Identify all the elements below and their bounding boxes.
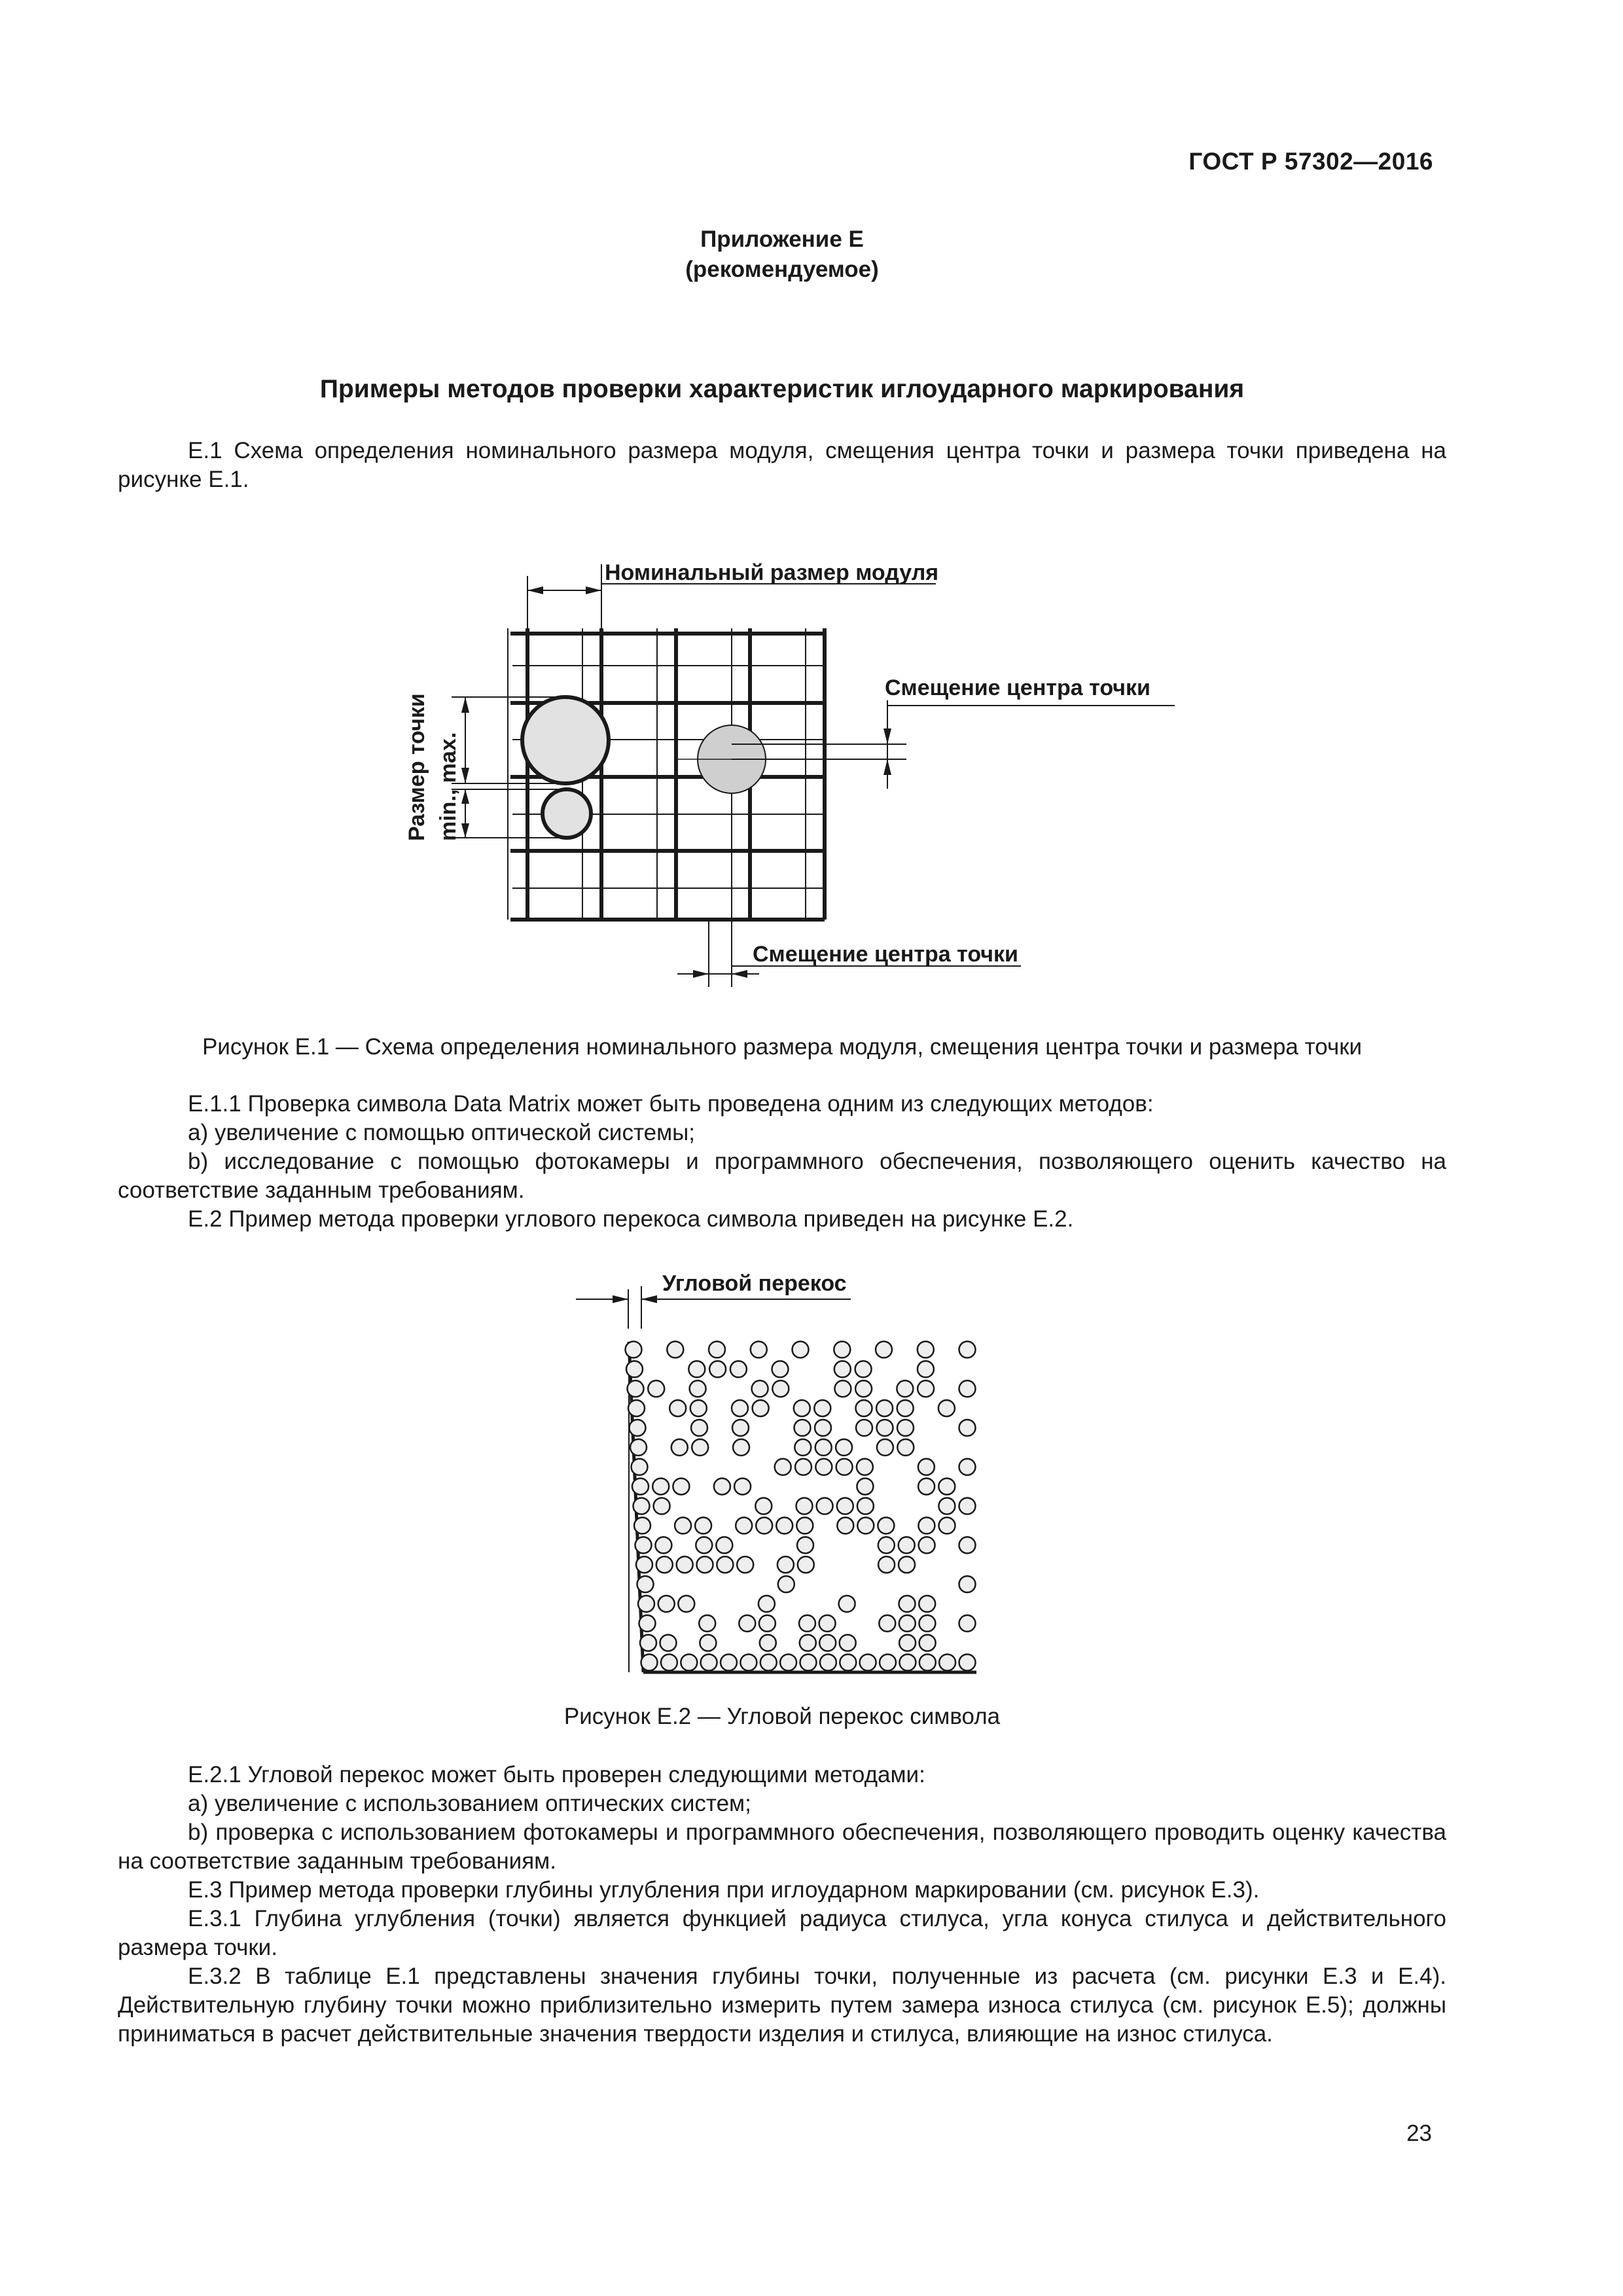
matrix-dot: [634, 1517, 651, 1534]
matrix-dot: [794, 1420, 811, 1436]
matrix-dot: [633, 1498, 650, 1515]
matrix-dot: [772, 1361, 789, 1377]
matrix-dot: [775, 1459, 791, 1475]
paragraph-e21: Е.2.1 Угловой перекос может быть проверен следующими методами:: [188, 1762, 925, 1787]
matrix-dot: [899, 1596, 916, 1612]
matrix-dot: [840, 1635, 856, 1651]
matrix-dot: [899, 1655, 916, 1671]
matrix-dot: [776, 1517, 793, 1534]
paragraph-e11b: b) исследование с помощью фотокамеры и программного обеспечения, позволяющего оценить качество на соответствие заданным требованиям.: [118, 1149, 1446, 1203]
matrix-dot: [675, 1517, 691, 1534]
matrix-dot: [648, 1380, 664, 1397]
matrix-dot: [839, 1596, 855, 1612]
matrix-dot: [716, 1537, 732, 1553]
matrix-dot: [751, 1342, 767, 1358]
figure-e1: [386, 548, 1198, 987]
matrix-dot: [794, 1400, 810, 1416]
matrix-dot: [721, 1655, 737, 1671]
matrix-dot: [899, 1635, 916, 1651]
matrix-dot: [673, 1479, 689, 1495]
matrix-dot: [938, 1498, 955, 1515]
matrix-dot: [780, 1655, 796, 1671]
matrix-dot: [690, 1400, 707, 1416]
matrix-dot: [626, 1361, 643, 1377]
matrix-dot: [878, 1517, 894, 1534]
matrix-dot: [878, 1556, 895, 1573]
matrix-dot: [959, 1615, 976, 1632]
matrix-dot: [857, 1459, 873, 1475]
matrix-dot: [732, 1400, 748, 1416]
matrix-dot: [919, 1615, 935, 1632]
matrix-dot: [959, 1459, 976, 1475]
matrix-dot: [794, 1439, 811, 1456]
matrix-dot: [654, 1498, 670, 1515]
matrix-dot: [667, 1342, 683, 1358]
matrix-dot: [899, 1615, 916, 1632]
matrix-dot: [939, 1517, 955, 1534]
matrix-dot: [758, 1596, 775, 1612]
matrix-dot: [671, 1439, 688, 1456]
matrix-dot: [899, 1556, 915, 1573]
matrix-dot: [639, 1615, 656, 1632]
max-dot: [522, 697, 609, 783]
matrix-dot: [752, 1380, 768, 1397]
matrix-dot: [691, 1420, 707, 1436]
matrix-dot: [628, 1400, 645, 1416]
matrix-dot: [641, 1655, 658, 1671]
matrix-dot: [795, 1459, 812, 1475]
matrix-dot: [630, 1420, 646, 1436]
matrix-dot: [897, 1380, 913, 1397]
matrix-dot: [709, 1342, 725, 1358]
matrix-dot: [660, 1635, 677, 1651]
matrix-dot: [656, 1556, 673, 1573]
matrix-dot: [632, 1479, 649, 1495]
matrix-dot: [959, 1655, 976, 1671]
matrix-dot: [799, 1615, 815, 1632]
page-number: 23: [1406, 2121, 1432, 2146]
matrix-dot: [815, 1459, 832, 1475]
matrix-dot: [681, 1655, 697, 1671]
matrix-dot: [759, 1615, 776, 1632]
matrix-dot: [678, 1596, 694, 1612]
figure-e1-caption: Рисунок Е.1 — Схема определения номинального размера модуля, смещения центра точки и размера точки: [202, 1034, 1363, 1060]
matrix-dot: [636, 1556, 652, 1573]
section-title: Примеры методов проверки характеристик иглоударного маркирования: [319, 375, 1245, 403]
matrix-dot: [918, 1459, 935, 1475]
matrix-dot: [855, 1361, 872, 1377]
matrix-dot: [655, 1537, 671, 1553]
matrix-dot: [855, 1380, 872, 1397]
matrix-dot: [837, 1498, 853, 1515]
paragraph-e21b: b) проверка с использованием фотокамеры и программного обеспечения, позволяющего проводить оценку качества на соответствие заданным требованиям.: [118, 1820, 1446, 1874]
matrix-dot: [760, 1635, 776, 1651]
matrix-dot: [938, 1479, 955, 1495]
offset-top-label: Смещение центра точки: [885, 675, 1150, 700]
matrix-dot: [857, 1517, 874, 1534]
matrix-dot: [876, 1342, 892, 1358]
matrix-dot: [740, 1655, 757, 1671]
matrix-dot: [699, 1615, 715, 1632]
matrix-dot: [959, 1576, 976, 1592]
matrix-dot: [834, 1361, 851, 1377]
matrix-dot: [897, 1400, 914, 1416]
matrix-dot: [778, 1576, 794, 1592]
matrix-dot: [819, 1615, 836, 1632]
matrix-dot: [959, 1380, 976, 1397]
matrix-dot: [733, 1439, 749, 1456]
matrix-dot: [632, 1459, 648, 1475]
matrix-dot: [669, 1400, 686, 1416]
paragraph-e2: Е.2 Пример метода проверки углового перекоса символа приведен на рисунке Е.2.: [188, 1206, 1074, 1232]
matrix-dot: [959, 1342, 976, 1358]
matrix-dot: [692, 1439, 708, 1456]
matrix-dot: [756, 1517, 772, 1534]
matrix-dot: [690, 1380, 706, 1397]
matrix-dot: [836, 1439, 852, 1456]
matrix-dot: [918, 1342, 934, 1358]
matrix-dot: [677, 1556, 693, 1573]
matrix-dot: [959, 1420, 976, 1436]
matrix-dot: [628, 1380, 644, 1397]
matrix-dot: [878, 1537, 895, 1553]
matrix-dot: [796, 1517, 813, 1534]
dot-size-label: Размер точки: [404, 693, 429, 841]
matrix-dot: [897, 1420, 914, 1436]
matrix-dot: [661, 1655, 677, 1671]
matrix-dot: [709, 1361, 726, 1377]
matrix-dot: [737, 1556, 753, 1573]
matrix-dot: [793, 1342, 809, 1358]
annex-status: (рекомендуемое): [685, 257, 879, 282]
matrix-dot: [798, 1556, 814, 1573]
matrix-dot: [796, 1498, 813, 1515]
matrix-dot: [777, 1556, 794, 1573]
matrix-dot: [836, 1459, 853, 1475]
matrix-dot: [938, 1400, 955, 1416]
matrix-dot: [834, 1380, 851, 1397]
matrix-dot: [834, 1342, 850, 1358]
matrix-dot: [877, 1439, 893, 1456]
matrix-dot: [919, 1596, 935, 1612]
matrix-dot: [880, 1655, 896, 1671]
matrix-dot: [856, 1420, 872, 1436]
matrix-dot: [760, 1655, 777, 1671]
paragraph-e11a: a) увеличение с помощью оптической системы;: [188, 1120, 696, 1145]
matrix-dot: [800, 1655, 817, 1671]
matrix-dot: [897, 1439, 914, 1456]
paragraph-e1: Е.1 Схема определения номинального размера модуля, смещения центра точки и размера точки приведена на рисунке Е.1.: [118, 438, 1446, 492]
paragraph-e11: Е.1.1 Проверка символа Data Matrix может быть проведена одним из следующих методов:: [188, 1091, 1154, 1117]
matrix-dot: [814, 1400, 830, 1416]
matrix-dot: [730, 1361, 747, 1377]
matrix-dot: [695, 1517, 711, 1534]
matrix-dot: [840, 1655, 856, 1671]
matrix-dot: [635, 1537, 652, 1553]
matrix-dot: [918, 1479, 935, 1495]
paragraph-e21a: a) увеличение с использованием оптических систем;: [188, 1791, 751, 1816]
standard-number: ГОСТ Р 57302—2016: [1188, 148, 1433, 175]
matrix-dot: [736, 1517, 752, 1534]
matrix-dot: [918, 1380, 934, 1397]
matrix-dot: [820, 1655, 836, 1671]
matrix-dot: [800, 1635, 816, 1651]
matrix-dot: [652, 1479, 669, 1495]
matrix-dot: [877, 1420, 893, 1436]
matrix-dot: [919, 1655, 936, 1671]
matrix-dot: [959, 1498, 976, 1515]
matrix-dot: [697, 1556, 713, 1573]
matrix-dot: [755, 1498, 772, 1515]
matrix-dot: [717, 1556, 733, 1573]
matrix-dot: [700, 1635, 716, 1651]
matrix-dot: [626, 1342, 642, 1358]
matrix-dot: [753, 1400, 769, 1416]
module-size-label: Номинальный размер модуля: [605, 560, 939, 585]
matrix-dot: [734, 1479, 751, 1495]
matrix-dot: [918, 1517, 935, 1534]
matrix-dot: [819, 1635, 836, 1651]
matrix-dot: [837, 1517, 853, 1534]
matrix-dot: [879, 1615, 895, 1632]
matrix-dot: [701, 1655, 717, 1671]
paragraph-e31: Е.3.1 Глубина углубления (точки) является функцией радиуса стилуса, угла конуса стилуса и действительного размера точки.: [118, 1906, 1446, 1960]
matrix-dot: [856, 1400, 872, 1416]
matrix-dot: [739, 1615, 755, 1632]
matrix-dot: [630, 1439, 647, 1456]
matrix-dot: [797, 1537, 813, 1553]
matrix-dot: [919, 1537, 935, 1553]
matrix-dot: [815, 1439, 832, 1456]
matrix-dot: [638, 1596, 654, 1612]
matrix-dot: [817, 1498, 833, 1515]
figure-e2: [569, 1260, 1001, 1692]
min-max-label: min., max.: [436, 732, 461, 841]
matrix-dot: [772, 1380, 789, 1397]
matrix-dot: [959, 1537, 976, 1553]
matrix-dot: [658, 1596, 675, 1612]
matrix-dot: [714, 1479, 730, 1495]
matrix-dot: [899, 1537, 915, 1553]
skew-label: Угловой перекос: [662, 1271, 847, 1296]
paragraph-e3: Е.3 Пример метода проверки глубины углубления при иглоударном маркировании (см. рисунок Е.3).: [188, 1877, 1260, 1903]
min-dot: [543, 789, 591, 838]
annex-title: Приложение Е: [700, 226, 864, 252]
matrix-dot: [637, 1576, 654, 1592]
matrix-dot: [688, 1361, 705, 1377]
offset-bottom-label: Смещение центра точки: [753, 942, 1018, 967]
matrix-dot: [640, 1635, 656, 1651]
figure-e2-caption: Рисунок Е.2 — Угловой перекос символа: [563, 1704, 1001, 1729]
matrix-dot: [696, 1537, 712, 1553]
matrix-dot: [939, 1655, 955, 1671]
matrix-dot: [815, 1420, 831, 1436]
matrix-dot: [918, 1361, 934, 1377]
matrix-dot: [732, 1420, 749, 1436]
matrix-dot: [919, 1635, 936, 1651]
paragraph-e32: Е.3.2 В таблице Е.1 представлены значения глубины точки, полученные из расчета (см. рисунки Е.3 и Е.4). Действительную глубину точки можно приблизительно измерить путем замера износа стилуса (см. рисунок Е.5); должны приниматься в расчет действительные значения твердости изделия и стилуса, влияющие на износ стилуса.: [118, 1964, 1446, 2047]
matrix-dot: [876, 1400, 893, 1416]
matrix-dot: [857, 1498, 874, 1515]
skewed-data-matrix: [626, 1342, 976, 1671]
matrix-dot: [860, 1655, 876, 1671]
matrix-dot: [857, 1479, 873, 1495]
